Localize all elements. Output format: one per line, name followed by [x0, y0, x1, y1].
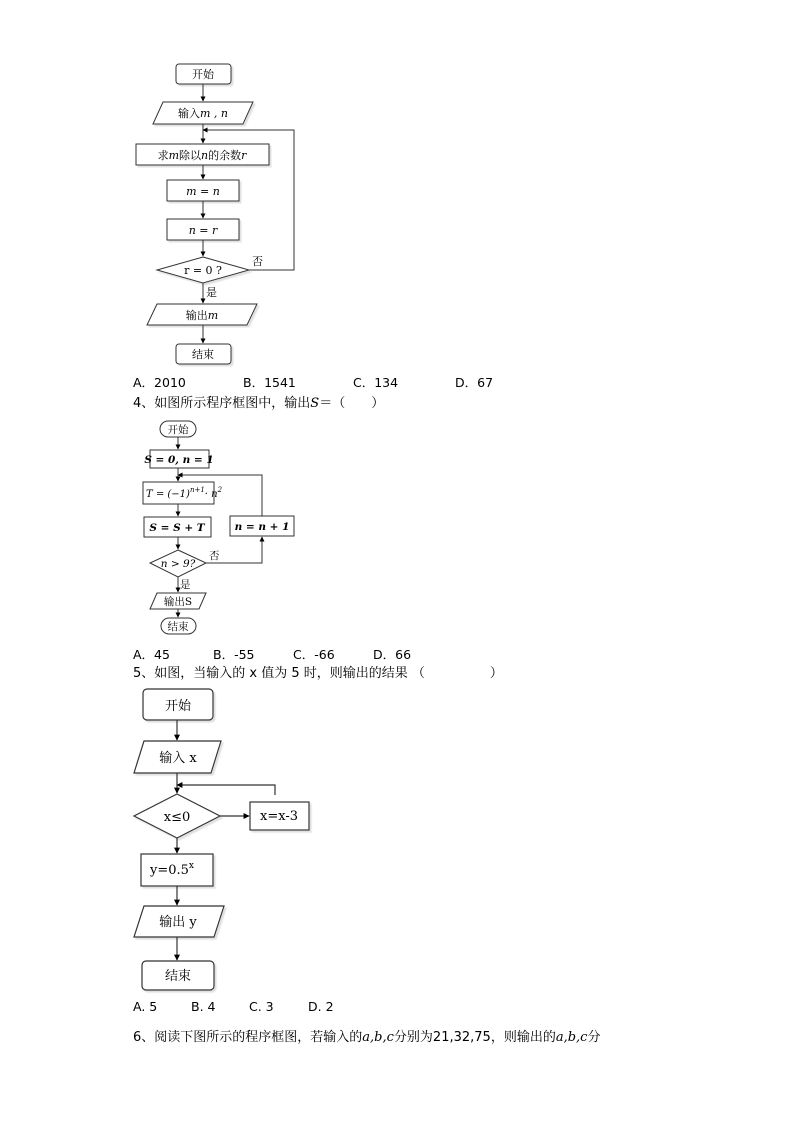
q3-output-label: 输出m	[185, 309, 219, 322]
q3-option-a: A．2010	[133, 375, 186, 390]
q5-decision-label: x≤0	[163, 810, 191, 825]
q6-question: 6、阅读下图所示的程序框图，若输入的a,b,c分别为21,32,75，则输出的a,b,c分	[133, 1030, 601, 1045]
q5-option-b: B. 4	[191, 999, 216, 1014]
q4-flowchart-labels	[144, 423, 289, 633]
q5-flowchart	[134, 689, 309, 990]
q3-option-c: C．134	[353, 375, 399, 390]
q4-option-c: C．-66	[293, 647, 335, 662]
q5-y-label: $y=0.5^x$	[150, 861, 194, 878]
q3-yes-label: 是	[206, 286, 217, 299]
q4-yes-label: 是	[180, 579, 191, 591]
q4-option-b: B．-55	[213, 647, 255, 662]
q4-output-label: 输出S	[163, 596, 193, 608]
q3-decision-label: r = 0 ?	[184, 264, 222, 277]
q3-end-label: 结束	[192, 348, 214, 361]
q3-no-label: 否	[252, 255, 263, 268]
q4-no-label: 否	[209, 550, 220, 562]
q3-m-eq-n-label: m = n	[186, 185, 220, 198]
q5-x-label: x=x-3	[260, 809, 298, 824]
q4-init-label: S = 0, n = 1	[144, 454, 214, 466]
q4-end-label: 结束	[167, 621, 189, 633]
q3-remainder-label: 求m除以n的余数r	[157, 149, 247, 162]
q3-n-eq-r-label: n = r	[188, 224, 218, 237]
q4-option-d: D．66	[373, 647, 412, 662]
q4-T-label: $T = (-1)^{n+1}\cdot n^2$	[146, 486, 223, 500]
q5-option-a: A. 5	[133, 999, 158, 1014]
q4-S-label: S = S + T	[149, 522, 205, 534]
q4-n-label: n = n + 1	[234, 521, 290, 533]
q4-start-label: 开始	[167, 424, 189, 436]
q5-input-label: 输入 x	[159, 751, 197, 766]
q5-end-label: 结束	[164, 969, 192, 984]
q4-option-a: A．45	[133, 647, 170, 662]
q3-input-label: 输入m , n	[177, 107, 229, 120]
q5-loop-back-line	[177, 785, 275, 795]
q5-start-label: 开始	[164, 699, 192, 714]
q4-decision-label: n > 9?	[160, 558, 196, 570]
q4-question: 4、如图所示程序框图中，输出S＝（ ）	[133, 396, 385, 411]
q3-option-d: D．67	[455, 375, 494, 390]
q5-question: 5、如图，当输入的 x 值为 5 时，则输出的结果 （ ）	[133, 666, 503, 681]
q3-start-label: 开始	[192, 68, 214, 81]
q3-option-b: B．1541	[243, 375, 296, 390]
q5-option-d: D. 2	[308, 999, 334, 1014]
q5-output-label: 输出 y	[159, 915, 197, 930]
q5-option-c: C. 3	[249, 999, 274, 1014]
